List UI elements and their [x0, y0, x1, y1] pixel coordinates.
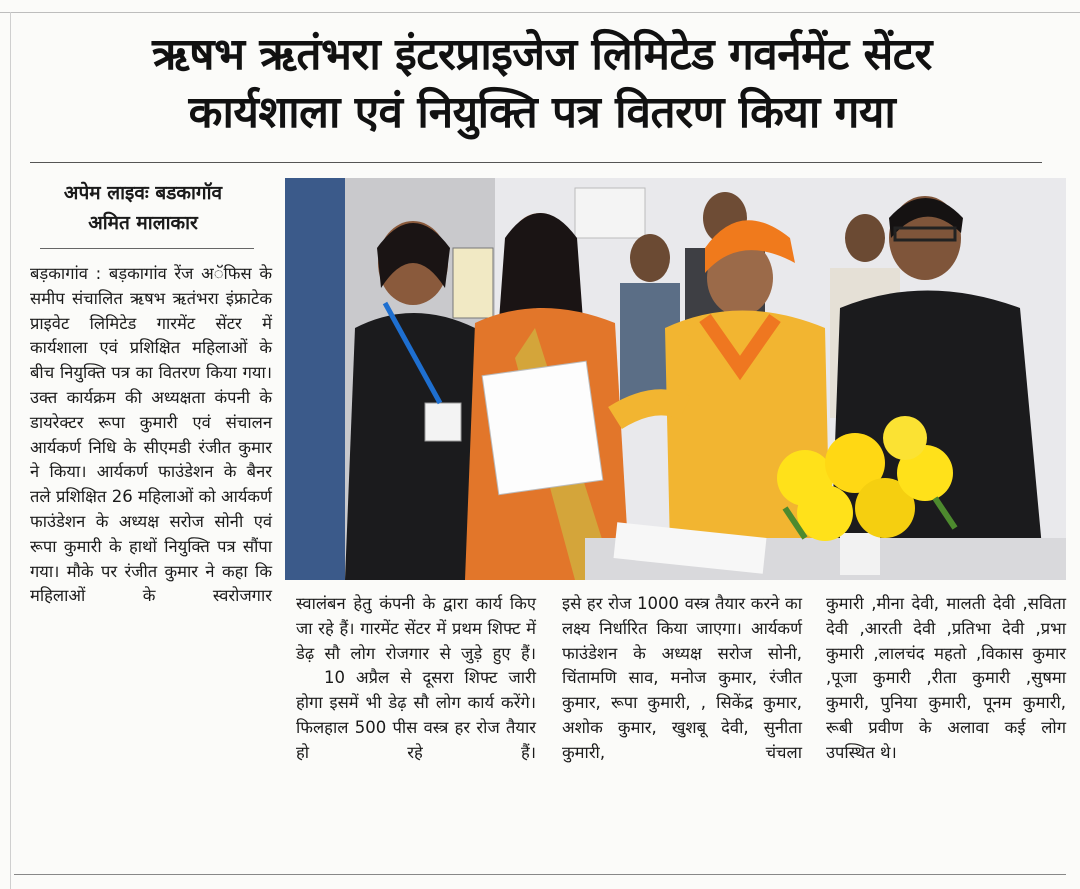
- article-column-1: [30, 262, 272, 609]
- article-column-2: [296, 592, 536, 766]
- headline-line-2: कार्यशाला एवं नियुक्ति पत्र वितरण किया गया: [188, 87, 896, 138]
- photo-illustration: [285, 178, 1066, 580]
- article-column-3-text: इसे हर रोज 1000 वस्त्र तैयार करने का लक्ष्य निर्धारित किया जाएगा। आर्यकर्ण फाउंडेशन के अध्यक्ष सरोज सोनी, चिंतामणि साव, मनोज कुमार, रंजीत कुमार, रूपा कुमारी, , सिकेंद्र कुमार, अशोक कुमार, खुशबू देवी, सुनीता कुमारी, चंचला: [562, 594, 802, 762]
- article-column-3: [562, 592, 802, 766]
- article-column-1-text: बड़कागांव : बड़कागांव रेंज अॅफिस के समीप संचालित ऋषभ ऋतंभरा इंफ्राटेक प्राइवेट लिमिटेड गारमेंट सेंटर में कार्यशाला एवं प्रशिक्षित महिलाओं के बीच नियुक्ति पत्र का वितरण किया गया। उक्त कार्यक्रम की अध्यक्षता कंपनी के डायरेक्टर रूपा कुमारी एवं संचालन आर्यकर्ण निधि के सीएमडी रंजीत कुमार ने किया। आर्यकर्ण फाउंडेशन के बैनर तले प्रशिक्षित 26 महिलाओं को आर्यकर्ण फाउंडेशन के अध्यक्ष सरोज सोनी एवं रूपा कुमारी के हाथों नियुक्ति पत्र सौंपा गया। मौके पर रंजीत कुमार ने कहा कि महिलाओं के स्वरोजगार: [30, 264, 272, 606]
- byline-author: अमित मालाकार: [88, 212, 198, 234]
- article-column-2-paragraph-1: स्वालंबन हेतु कंपनी के द्वारा कार्य किए जा रहे हैं। गारमेंट सेंटर में प्रथम शिफ्ट में डेढ़ सौ लोग रोजगार से जुड़े हुए हैं।: [296, 594, 536, 663]
- byline: [30, 178, 256, 238]
- news-photo: [285, 178, 1066, 580]
- article-column-2-paragraph-2: 10 अप्रैल से दूसरा शिफ्ट जारी होगा इसमें भी डेढ़ सौ लोग कार्य करेंगे। फिलहाल 500 पीस वस्त्र हर रोज तैयार हो रहे हैं।: [296, 668, 536, 762]
- article-column-4-text: कुमारी ,मीना देवी, मालती देवी ,सविता देवी ,आरती देवी ,प्रतिभा देवी ,प्रभा कुमारी ,लालचंद महतो ,विकास कुमार ,पूजा कुमारी ,रीता कुमारी ,सुषमा कुमारी, पुनिया कुमारी, पूनम कुमारी, रूबी प्रवीण के अलावा कई लोग उपस्थित थे।: [826, 594, 1066, 762]
- article-column-4: [826, 592, 1066, 766]
- headline: [14, 26, 1070, 142]
- top-rule: [0, 12, 1080, 13]
- headline-rule: [30, 162, 1042, 163]
- left-column-rule: [10, 12, 11, 889]
- byline-source: अपेम लाइवः बडकागॉव: [63, 182, 223, 204]
- headline-line-1: ऋषभ ऋतंभरा इंटरप्राइजेज लिमिटेड गवर्नमेंट सेंटर: [152, 29, 932, 80]
- bottom-rule: [14, 874, 1066, 875]
- byline-rule: [40, 248, 254, 249]
